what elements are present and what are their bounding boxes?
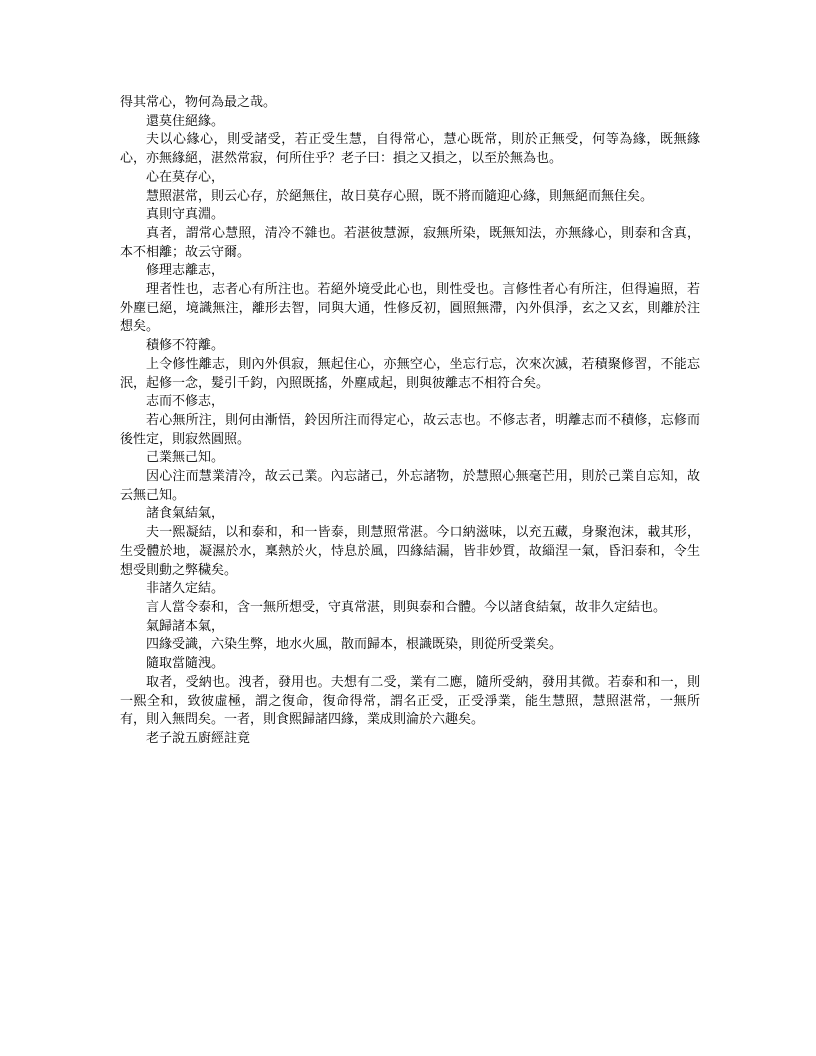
paragraph: 夫一熙凝結，以和泰和，和一皆泰，則慧照常湛。今口納滋味，以充五藏，身聚泡沫，載其形，生受體於地，凝濕於水，稟熱於火，恃息於風，四緣結漏，皆非妙質，故緇涅一氣，昏汩泰和，令生想受則動之弊穢矣。: [120, 525, 700, 578]
paragraph: 四緣受識，六染生弊，地水火風，散而歸本，根識既染，則從所受業矣。: [146, 637, 563, 653]
paragraph: 老子說五廚經註竟: [146, 730, 251, 746]
paragraph: 取者，受納也。洩者，發用也。夫想有二受，業有二應，隨所受納，發用其微。若泰和和一，則一熙全和，致彼虛極，謂之復命，復命得常，謂名正受，正受淨業，能生慧照，慧照湛常，一無所有，則入無問矣。一者，則食熙歸諸四緣，業成則淪於六趣矣。: [120, 674, 700, 728]
paragraph: 真者，謂常心慧照，清冷不雜也。若湛彼慧源，寂無所染，既無知法，亦無緣心，則泰和含真，本不相離；故云守爾。: [120, 225, 700, 260]
paragraph: 慧照湛常，則云心存，於絕無住，故日莫存心照，既不將而隨迎心緣，則無絕而無住矣。: [146, 188, 654, 204]
document-body: [120, 94, 700, 749]
paragraph: 若心無所注，則何由漸悟，鈴因所注而得定心，故云志也。不修志者，明離志而不積修，忘修而後性定，則寂然圓照。: [120, 412, 700, 447]
paragraph: 真則守真淵。: [146, 207, 225, 223]
paragraph: 還莫住絕緣。: [146, 113, 225, 129]
paragraph: 隨取當隨洩。: [146, 656, 225, 672]
paragraph: 得其常心，物何為最之哉。: [120, 95, 277, 110]
paragraph: 修理志離志，: [146, 263, 225, 279]
paragraph: 己業無己知。: [146, 450, 225, 466]
paragraph: 因心注而慧業清冷，故云己業。內忘諸己，外忘諸物，於慧照心無毫芒用，則於己業自忘知，故云無己知。: [120, 469, 700, 503]
paragraph: 氣歸諸本氣，: [146, 618, 225, 634]
paragraph: 理者性也，志者心有所注也。若絕外境受此心也，則性受也。言修性者心有所注，但得遍照，若外塵已絕，境識無注，離形去智，同與大通，性修反初，圓照無滯，內外俱淨，玄之又玄，則離於注想矣。: [120, 282, 700, 335]
paragraph: 積修不符離。: [146, 338, 225, 354]
paragraph: 非諸久定結。: [146, 581, 225, 597]
paragraph: 夫以心緣心，則受諸受，若正受生慧，自得常心，慧心既常，則於正無受，何等為緣，既無緣心，亦無緣絕，湛然常寂，何所住乎？老子曰：損之又損之，以至於無為也。: [120, 132, 700, 167]
paragraph: 上令修性離志，則內外俱寂，無起住心，亦無空心，坐忘行忘，次來次滅，若積聚修習，不能忘泯，起修一念，髮引千鈞，內照既搖，外塵咸起，則與彼離志不相符合矣。: [120, 356, 700, 391]
paragraph: 心在莫存心，: [146, 169, 225, 185]
paragraph: 諸食氣結氣，: [146, 506, 225, 522]
paragraph: 言人當令泰和，含一無所想受，守真常湛，則與泰和合體。今以諸食結氣，故非久定結也。: [146, 599, 667, 615]
paragraph: 志而不修志，: [146, 394, 225, 410]
